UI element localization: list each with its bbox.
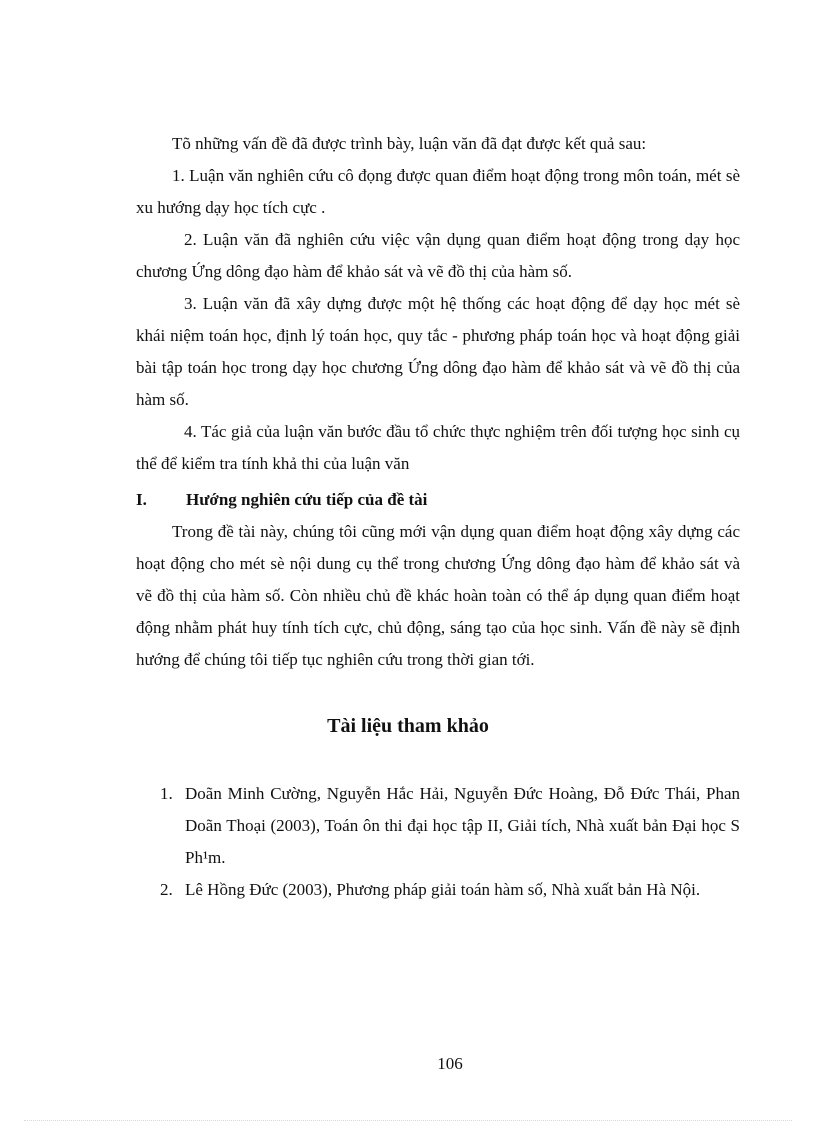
result-item-3: 3. Luận văn đã xây dựng được một hệ thống các hoạt động để dạy học mét sè khái niệm toán học, định lý toán học, quy tắc - phương pháp toán học và hoạt động giải bài tập toán học trong dạy học chương Ứng dông đạo hàm để khảo sát và vẽ đồ thị của hàm số. [136,294,740,409]
result-item-2: 2. Luận văn đã nghiên cứu việc vận dụng quan điểm hoạt động trong dạy học chương Ứng dông đạo hàm để khảo sát và vẽ đồ thị của hàm số. [136,230,740,281]
page-number: 106 [437,1054,463,1073]
bottom-divider [24,1120,792,1121]
result-item-1: 1. Luận văn nghiên cứu cô đọng được quan điểm hoạt động trong môn toán, mét sè xu hướng dạy học tích cực . [136,166,740,217]
section-body: Trong đề tài này, chúng tôi cũng mới vận dụng quan điểm hoạt động xây dựng các hoạt động cho mét sè nội dung cụ thể trong chương Ứng dông đạo hàm để khảo sát và vẽ đồ thị của hàm số. Còn nhiều chủ đề khác hoàn toàn có thể áp dụng quan điểm hoạt động nhằm phát huy tính tích cực, chủ động, sáng tạo của học sinh. Vấn đề này sẽ định hướng để chúng tôi tiếp tục nghiên cứu trong thời gian tới. [136,522,740,669]
section-number: I. [136,490,147,509]
reference-number: 1. [160,784,173,803]
result-item-4: 4. Tác giả của luận văn bước đầu tổ chức thực nghiệm trên đối tượng học sinh cụ thể để kiểm tra tính khả thi của luận văn [136,422,740,473]
section-heading [136,484,740,516]
reference-item-1 [160,778,740,874]
reference-number: 2. [160,880,173,899]
reference-item-2 [160,874,740,906]
reference-text: Doãn Minh Cường, Nguyễn Hắc Hải, Nguyễn Đức Hoàng, Đỗ Đức Thái, Phan Doãn Thoại (2003), Toán ôn thi đại học tập II, Giải tích, Nhà xuất bản Đại học S Ph¹m. [185,784,740,867]
section-title: Hướng nghiên cứu tiếp của đề tài [186,490,428,509]
references-title: Tài liệu tham khảo [327,715,489,737]
reference-text: Lê Hồng Đức (2003), Phương pháp giải toán hàm số, Nhà xuất bản Hà Nội. [185,880,701,899]
intro-paragraph: Tõ những vấn đề đã được trình bày, luận văn đã đạt được kết quả sau: [172,134,647,153]
